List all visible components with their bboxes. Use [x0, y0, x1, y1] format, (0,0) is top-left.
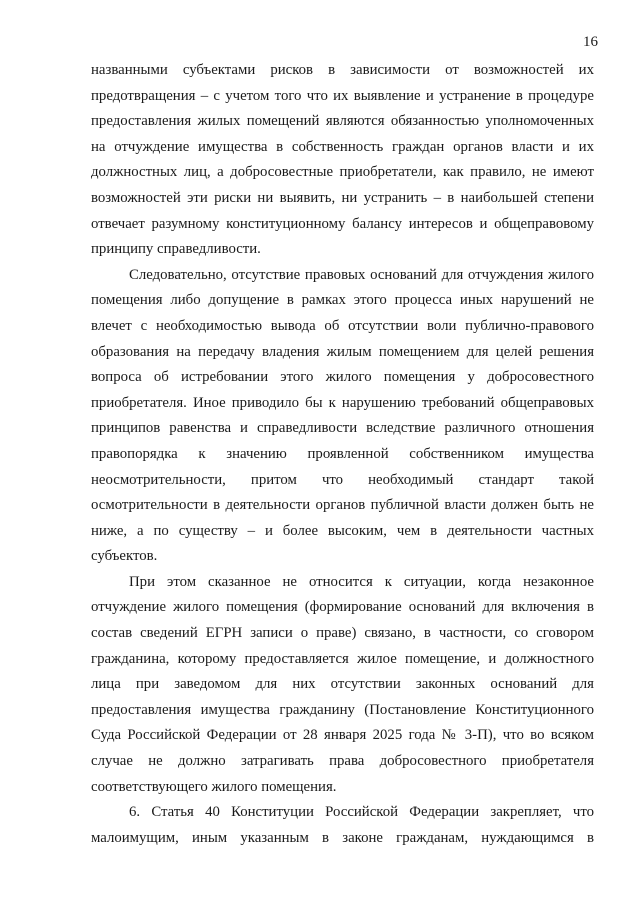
- document-body: [91, 58, 594, 851]
- paragraph-3: При этом сказанное не относится к ситуации, когда незаконное отчуждение жилого помещения (формирование оснований для включения в состав сведений ЕГРН записи о праве) связано, в частности, со сговором гражданина, которому предоставляется жилое помещение, и должностного лица при заведомом для них отсутствии законных оснований для предоставления имущества гражданину (Постановление Конституционного Суда Российской Федерации от 28 января 2025 года № 3-П), что во всяком случае не должно затрагивать права добросовестного приобретателя соответствующего жилого помещения.: [91, 573, 594, 795]
- page-number: 16: [583, 34, 598, 50]
- paragraph-2: Следовательно, отсутствие правовых оснований для отчуждения жилого помещения либо допущение в рамках этого процесса иных нарушений не влечет с необходимостью вывода об отсутствии воли публично-правового образования на передачу владения жилым помещением для целей решения вопроса об истребовании этого жилого помещения у добросовестного приобретателя. Иное приводило бы к нарушению требований общеправовых принципов равенства и справедливости вследствие различного отношения правопорядка к значению проявленной собственником имущества неосмотрительности, притом что необходимый стандарт такой осмотрительности в деятельности органов публичной власти должен быть не ниже, а по существу – и более высоким, чем в деятельности частных субъектов.: [91, 266, 594, 565]
- paragraph-4: 6. Статья 40 Конституции Российской Федерации закрепляет, что малоимущим, иным указанным в законе гражданам, нуждающимся в: [91, 804, 594, 846]
- paragraph-1: названными субъектами рисков в зависимости от возможностей их предотвращения – с учетом того что их выявление и устранение в процедуре предоставления жилых помещений являются обязанностью уполномоченных на отчуждение имущества в собственность граждан органов власти и их должностных лиц, а добросовестные приобретатели, как правило, не имеют возможностей эти риски ни выявить, ни устранить – в наибольшей степени отвечает разумному конституционному балансу интересов и общеправовому принципу справедливости.: [91, 62, 594, 258]
